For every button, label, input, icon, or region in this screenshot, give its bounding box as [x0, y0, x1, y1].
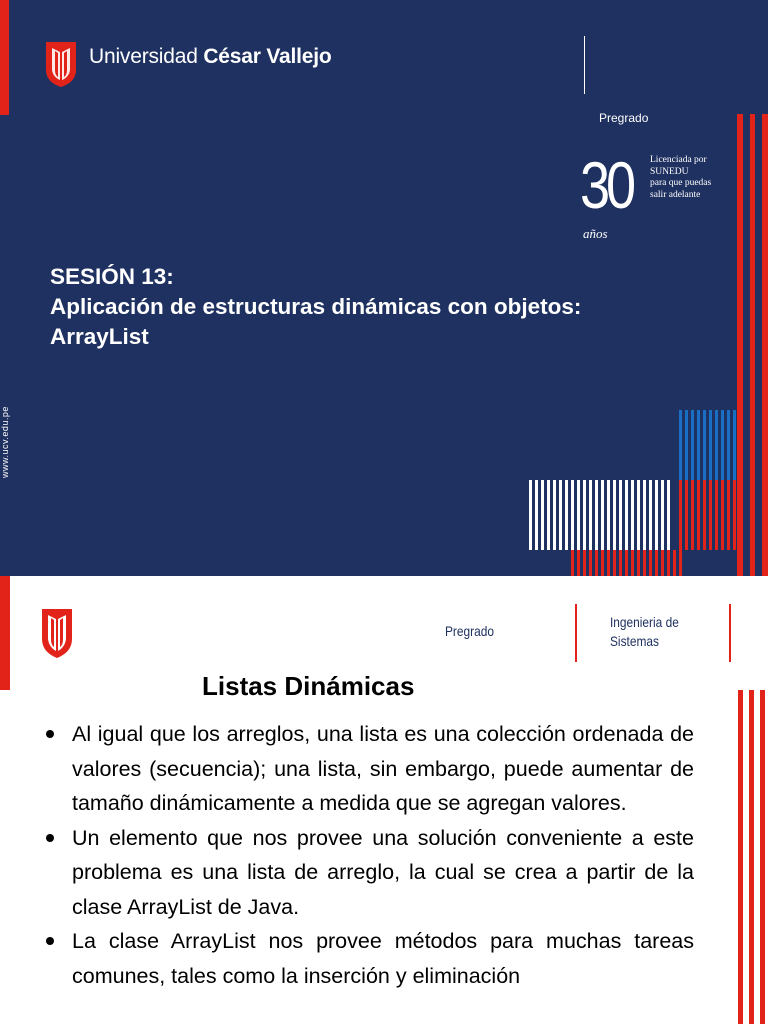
ucv-shield-logo-icon: [44, 40, 78, 88]
anniversary-word: años: [583, 226, 608, 241]
license-text: Licenciada por SUNEDU para que puedas salir adelante: [650, 155, 712, 200]
white-stripes: [529, 480, 677, 550]
bullet-dot-icon: [46, 937, 54, 945]
bullet-item: Al igual que los arreglos, una lista es una colección ordenada de valores (secuencia); una lista, sin embargo, puede aumentar de tamaño dinámicamente a medida que se agregan valores.: [44, 717, 694, 821]
bullet-dot-icon: [46, 730, 54, 738]
anniversary-number: 30: [580, 148, 633, 222]
website-url: www.ucv.edu.pe: [0, 406, 10, 478]
bullet-item: Un elemento que nos provee una solución conveniente a este problema es una lista de arreglo, la cual se crea a partir de la clase ArrayList de Java.: [44, 821, 694, 925]
header-divider-right: [729, 604, 731, 662]
slide-heading: Listas Dinámicas: [202, 671, 415, 701]
ucv-shield-logo-small-icon: [40, 607, 74, 659]
bullet-dot-icon: [46, 834, 54, 842]
red-accent-bar-left: [0, 576, 10, 690]
red-accent-bar: [0, 0, 9, 115]
header-divider: [584, 36, 585, 94]
header-divider-left: [575, 604, 577, 662]
pregrado-label: Pregrado: [445, 623, 494, 639]
university-name: Universidad César Vallejo: [89, 45, 332, 68]
red-stripes-bottom: [571, 550, 686, 576]
content-slide: [0, 576, 768, 1024]
department-label: Ingenieria de Sistemas: [610, 614, 679, 649]
bullet-item: La clase ArrayList nos provee métodos para muchas tareas comunes, tales como la inserción y eliminación: [44, 924, 694, 993]
pregrado-label: Pregrado: [599, 111, 649, 125]
red-stripes-right: [738, 690, 768, 1024]
bullet-list: [44, 717, 694, 993]
session-title: SESIÓN 13: Aplicación de estructuras dinámicas con objetos: ArrayList: [50, 264, 582, 349]
red-stripes-top: [737, 114, 768, 576]
blue-stripes: [679, 410, 737, 480]
red-stripes-middle: [679, 480, 737, 550]
